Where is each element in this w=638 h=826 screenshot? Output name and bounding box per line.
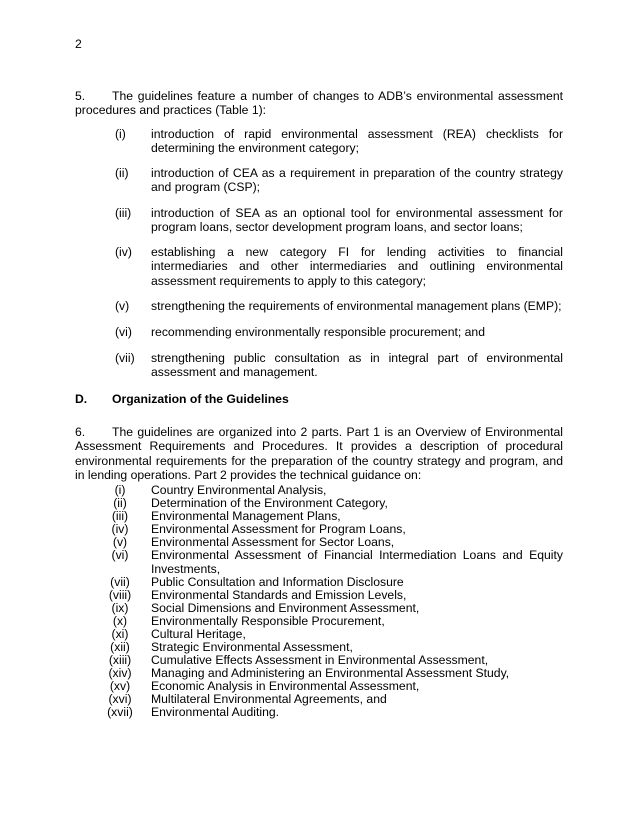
list-item-text: Environmentally Responsible Procurement, <box>151 614 385 628</box>
paragraph-5 <box>75 89 563 118</box>
list-item-text: strengthening public consultation as in integral part of environmental assessment and management. <box>151 351 563 380</box>
list-item-text: strengthening the requirements of environmental management plans (EMP); <box>151 299 562 313</box>
list-item-text: introduction of CEA as a requirement in preparation of the country strategy and program (CSP); <box>151 166 563 195</box>
list-item-number: (xii) <box>110 640 130 654</box>
list-item-number: (xi) <box>111 627 129 641</box>
list-item-number: (i) <box>115 127 126 141</box>
list-item-number: (ii) <box>115 166 129 180</box>
section-heading <box>75 392 289 406</box>
list-item-number: (xiii) <box>108 653 132 667</box>
paragraph-6 <box>75 425 563 483</box>
list-item-number: (xv) <box>109 679 131 693</box>
paragraph-number: 5. <box>75 89 86 103</box>
list-item-number: (x) <box>112 614 128 628</box>
list-item-number: (ix) <box>111 601 129 615</box>
list-item-number: (v) <box>112 535 128 549</box>
section-title: Organization of the Guidelines <box>112 392 289 406</box>
list-item-text: Environmental Management Plans, <box>151 509 341 523</box>
list-item-text: Environmental Auditing. <box>151 705 280 719</box>
list-item-number: (i) <box>114 483 126 497</box>
list-item-text: Multilateral Environmental Agreements, and <box>151 692 387 706</box>
section-letter: D. <box>75 392 88 406</box>
list-item-number: (vi) <box>115 325 132 339</box>
list-item-number: (xiv) <box>108 666 132 680</box>
list-item-number: (iv) <box>111 522 129 536</box>
list-item-text: Cumulative Effects Assessment in Environmental Assessment, <box>151 653 489 667</box>
list-item-text: Strategic Environmental Assessment, <box>151 640 353 654</box>
paragraph-text: The guidelines are organized into 2 parts. Part 1 is an Overview of Environmental Assessment Requirements and Procedures. It provides a description of procedural environmental requirements for the preparation of the country strategy and program, and in lending operations. Part 2 provides the technical guidance on: <box>75 425 563 483</box>
list-item-number: (xvi) <box>108 692 132 706</box>
list-item-text: Public Consultation and Information Disclosure <box>151 575 404 589</box>
list-item-text: Environmental Standards and Emission Levels, <box>151 588 407 602</box>
paragraph-text: The guidelines feature a number of changes to ADB’s environmental assessment procedures and practices (Table 1): <box>75 89 563 118</box>
list-item-text: Environmental Assessment for Sector Loans, <box>151 535 395 549</box>
list-item-text: Determination of the Environment Category, <box>151 496 388 510</box>
list-item-text: establishing a new category FI for lending activities to financial intermediaries and other intermediaries and outlining environmental assessment requirements to apply to this category; <box>151 245 563 288</box>
list-item-number: (viii) <box>108 588 132 602</box>
list-item-number: (iv) <box>115 245 132 259</box>
list-item-number: (vii) <box>115 351 135 365</box>
list-item-text: Country Environmental Analysis, <box>151 483 327 497</box>
paragraph-number: 6. <box>75 425 86 439</box>
list-item-number: (vi) <box>111 548 129 562</box>
list-item-number: (ii) <box>113 496 127 510</box>
list-item-text: Environmental Assessment of Financial Intermediation Loans and Equity Investments, <box>151 548 563 577</box>
list-item-number: (vii) <box>110 575 130 589</box>
page-number: 2 <box>75 37 82 51</box>
list-item-number: (iii) <box>111 509 129 523</box>
list-item-text: recommending environmentally responsible procurement; and <box>151 325 485 339</box>
list-item-number: (xvii) <box>107 705 133 719</box>
list-item-text: Economic Analysis in Environmental Assessment, <box>151 679 420 693</box>
list-item-number: (iii) <box>115 206 132 220</box>
list-item-number: (v) <box>115 299 130 313</box>
list-item-text: introduction of rapid environmental assessment (REA) checklists for determining the environment category; <box>151 127 563 156</box>
list-item-text: Social Dimensions and Environment Assessment, <box>151 601 420 615</box>
list-item-text: Cultural Heritage, <box>151 627 246 641</box>
list-item-text: Environmental Assessment for Program Loans, <box>151 522 406 536</box>
list-item-text: introduction of SEA as an optional tool for environmental assessment for program loans, sector development program loans, and sector loans; <box>151 206 563 235</box>
list-item-text: Managing and Administering an Environmental Assessment Study, <box>151 666 510 680</box>
